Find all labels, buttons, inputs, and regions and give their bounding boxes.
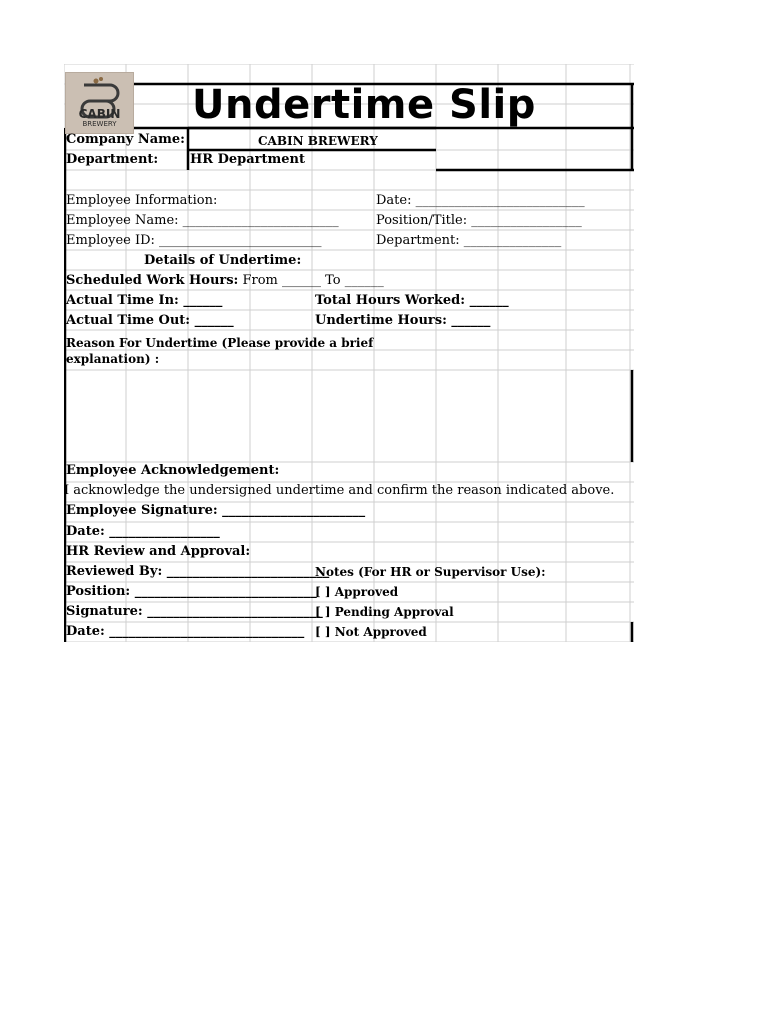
employee-department-field[interactable]: Department: _______________ xyxy=(376,233,562,248)
cabin-brewery-logo xyxy=(65,72,134,134)
employee-id-field[interactable]: Employee ID: _________________________ xyxy=(66,233,322,248)
department-label: Department: xyxy=(66,152,159,167)
reason-for-undertime-label-line1: Reason For Undertime (Please provide a brief xyxy=(66,336,374,350)
department-value[interactable]: HR Department xyxy=(190,152,306,167)
scheduled-work-hours-label: Scheduled Work Hours: xyxy=(66,273,239,288)
logo-name: CABIN xyxy=(78,107,121,121)
reason-explanation-area[interactable] xyxy=(67,372,631,460)
not-approved-checkbox[interactable]: [ ] Not Approved xyxy=(315,625,427,639)
actual-time-out-field[interactable]: Actual Time Out: ______ xyxy=(66,313,234,328)
scheduled-work-hours-field[interactable] xyxy=(66,273,384,289)
scheduled-work-hours-value: From ______ To ______ xyxy=(238,273,384,288)
details-of-undertime-heading: Details of Undertime: xyxy=(144,253,302,268)
date-field[interactable]: Date: __________________________ xyxy=(376,193,585,208)
page-title: Undertime Slip xyxy=(192,82,536,128)
reviewed-by-field[interactable]: Reviewed By: _________________________ xyxy=(66,564,330,579)
acknowledgement-statement: I acknowledge the undersigned undertime and confirm the reason indicated above. xyxy=(64,483,615,498)
position-title-field[interactable]: Position/Title: _________________ xyxy=(376,213,582,228)
company-name-label: Company Name: xyxy=(66,132,185,147)
approved-checkbox[interactable]: [ ] Approved xyxy=(315,585,399,599)
acknowledgement-date-field[interactable]: Date: _________________ xyxy=(66,524,220,539)
pending-approval-checkbox[interactable]: [ ] Pending Approval xyxy=(315,605,454,619)
employee-acknowledgement-heading: Employee Acknowledgement: xyxy=(66,463,280,478)
reviewer-signature-field[interactable]: Signature: ___________________________ xyxy=(66,604,323,619)
hr-review-heading: HR Review and Approval: xyxy=(66,544,251,559)
total-hours-worked-field[interactable]: Total Hours Worked: ______ xyxy=(315,293,509,308)
employee-signature-field[interactable]: Employee Signature: ______________________ xyxy=(66,503,366,518)
review-date-field[interactable]: Date: ______________________________ xyxy=(66,624,305,639)
employee-information-heading: Employee Information: xyxy=(66,193,218,208)
actual-time-in-field[interactable]: Actual Time In: ______ xyxy=(66,293,223,308)
reviewer-position-field[interactable]: Position: ____________________________ xyxy=(66,584,317,599)
employee-name-field[interactable]: Employee Name: ________________________ xyxy=(66,213,339,228)
company-name-value[interactable]: CABIN BREWERY xyxy=(258,134,378,148)
notes-label: Notes (For HR or Supervisor Use): xyxy=(315,565,546,579)
undertime-slip-sheet xyxy=(64,64,634,642)
reason-for-undertime-label-line2: explanation) : xyxy=(66,352,160,366)
undertime-hours-field[interactable]: Undertime Hours: ______ xyxy=(315,313,491,328)
logo-subtitle: BREWERY xyxy=(82,120,117,128)
